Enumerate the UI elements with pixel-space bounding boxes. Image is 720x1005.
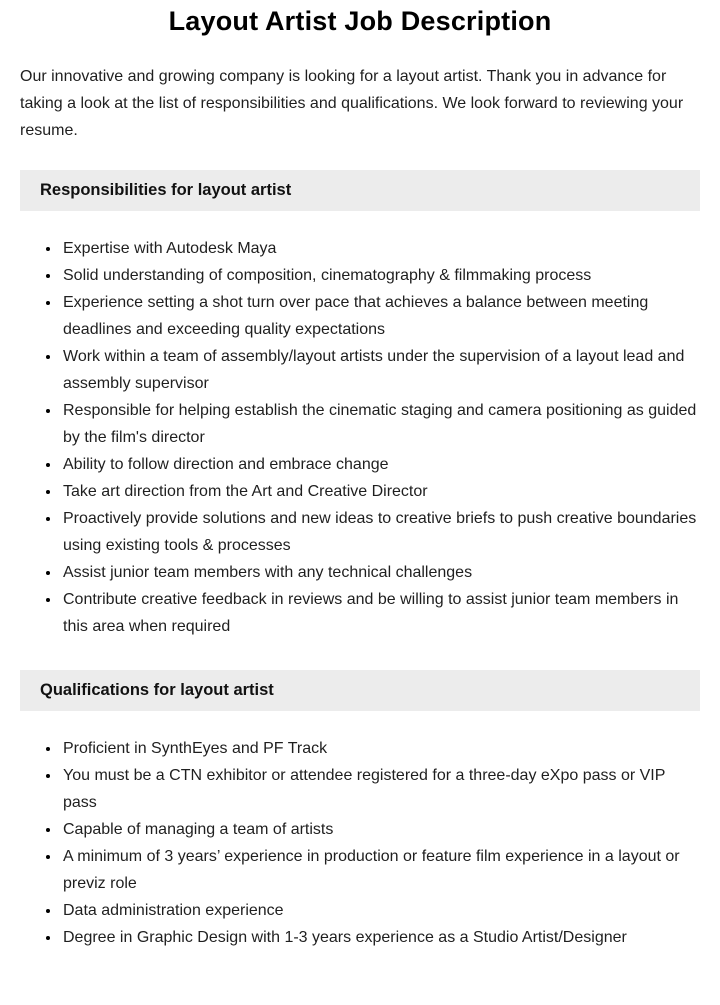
list-item: • Take art direction from the Art and Creative Director (61, 478, 700, 505)
list-item: • Experience setting a shot turn over pace that achieves a balance between meeting deadlines and exceeding quality expectations (61, 289, 700, 343)
list-item: • Responsible for helping establish the cinematic staging and camera positioning as guided by the film's director (61, 397, 700, 451)
list-item: • Expertise with Autodesk Maya (61, 235, 700, 262)
list-item: • Degree in Graphic Design with 1-3 years experience as a Studio Artist/Designer (61, 924, 700, 951)
responsibilities-section-header: Responsibilities for layout artist (20, 170, 700, 211)
list-item: • Capable of managing a team of artists (61, 816, 700, 843)
list-item: • Proactively provide solutions and new ideas to creative briefs to push creative boundaries using existing tools & processes (61, 505, 700, 559)
list-item: • A minimum of 3 years’ experience in production or feature film experience in a layout or previz role (61, 843, 700, 897)
section-responsibilities (20, 170, 700, 640)
list-item: • You must be a CTN exhibitor or attendee registered for a three-day eXpo pass or VIP pass (61, 762, 700, 816)
list-item: • Ability to follow direction and embrace change (61, 451, 700, 478)
list-item: • Work within a team of assembly/layout artists under the supervision of a layout lead and assembly supervisor (61, 343, 700, 397)
section-qualifications (20, 670, 700, 951)
intro-paragraph: Our innovative and growing company is looking for a layout artist. Thank you in advance for taking a look at the list of responsibilities and qualifications. We look forward to reviewing your resume. (20, 68, 684, 139)
list-item: • Solid understanding of composition, cinematography & filmmaking process (61, 262, 700, 289)
list-item: • Assist junior team members with any technical challenges (61, 559, 700, 586)
list-item: • Contribute creative feedback in reviews and be willing to assist junior team members in this area when required (61, 586, 700, 640)
qualifications-section-header: Qualifications for layout artist (20, 670, 700, 711)
responsibilities-list (20, 235, 700, 640)
page-title: Layout Artist Job Description (168, 6, 552, 36)
list-item: • Proficient in SynthEyes and PF Track (61, 735, 700, 762)
list-item: • Data administration experience (61, 897, 700, 924)
qualifications-list (20, 735, 700, 951)
